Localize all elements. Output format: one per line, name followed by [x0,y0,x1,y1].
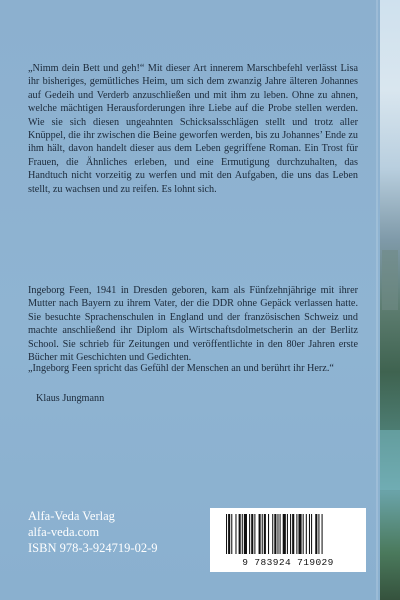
barcode-digits: 9 783924 719029 [242,557,334,568]
cover-photo-edge [380,0,400,600]
publisher-info [28,508,228,556]
publisher-website: alfa-veda.com [28,525,100,539]
author-bio: Ingeborg Feen, 1941 in Dresden geboren, kam als Fünfzehnjährige mit ihrer Mutter nach Bayern zu ihrem Vater, der die DDR ohne Gepäck verlassen hatte. Sie besuchte Sprachenschulen in England und der französischen Schweiz und machte anschließend ihr Diplom als Wirtschaftsdolmetscherin an der Berlitz School. Sie schrieb für Zeitungen und veröffentlichte in den 80er Jahren erste Bücher mit Geschichten und Gedichten. [28,285,358,364]
review-quote: „Ingeborg Feen spricht das Gefühl der Menschen an und berührt ihr Herz.“ [28,363,334,374]
photo-water [380,430,400,490]
review-quote-author: Klaus Jungmann [36,393,105,404]
isbn-barcode [210,508,366,572]
book-blurb: „Nimm dein Bett und geh!“ Mit dieser Art innerem Marschbefehl verlässt Lisa ihr bisheriges, gemütliches Heim, um sich dem zwanzig Jahre älteren Johannes auf Gedeih und Verderb anzuschließen und mit ihm zu leben. Ohne zu ahnen, welche mächtigen Herausforderungen ihre Liebe auf die Probe stellen werden. Wie sie sich diesen ungeahnten Schicksalsschlägen stellt und trotz aller Knüppel, die ihr zwischen die Beine geworfen werden, bis zu Johannes’ Ende zu ihm hält, davon handelt dieser aus dem Leben gegriffene Roman. Ein Trost für Frauen, die Ähnliches erleben, und eine Ermutigung durchzuhalten, das Handtuch nicht vorzeitig zu werfen und mit den Aufgaben, die uns das Leben stellt, zu wachsen und zu reifen. Es lohnt sich. [28,63,358,195]
photo-rock [382,250,398,310]
publisher-name: Alfa-Veda Verlag [28,509,115,523]
isbn-text: ISBN 978-3-924719-02-9 [28,541,158,555]
barcode-bars [210,508,366,558]
